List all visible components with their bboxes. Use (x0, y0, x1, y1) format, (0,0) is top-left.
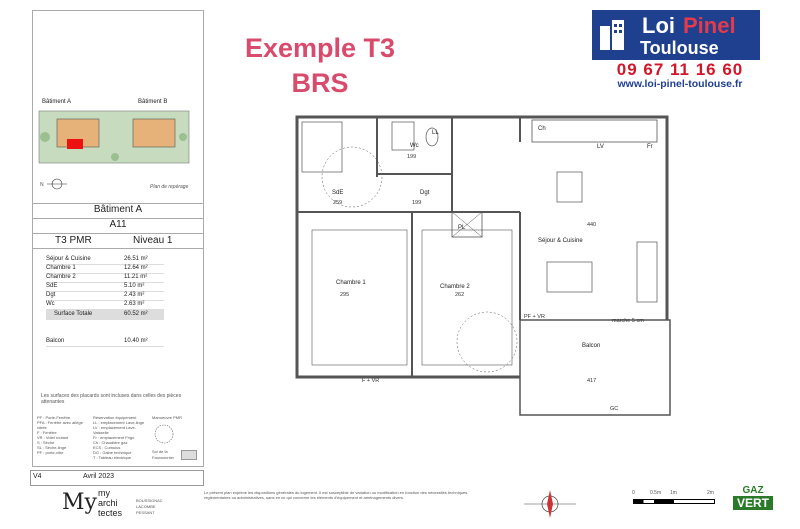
type-row (33, 233, 203, 249)
total-row: Surface Totale 60.52 m² (46, 310, 164, 320)
svg-text:199: 199 (407, 154, 417, 160)
gaz-vert-logo: GAZ VERT (733, 485, 773, 521)
disclaimer: Le présent plan exprime les dispositions générales du logement. Il est susceptible de variation ou modification en fonction des nécessités techniques, réglementaires ou administratives, sans en ce qui concerne les éléments d'équipement et aménagements divers. (204, 490, 469, 500)
architect-logo: My my archi tectes BOUSSIGNAC LACOMBE PESSANT (62, 488, 163, 518)
room-balcon: Balcon (582, 343, 601, 349)
label-lv: LV (597, 144, 604, 150)
version-bar (30, 470, 204, 486)
version: V4 (33, 473, 42, 480)
compass-icon (47, 177, 67, 191)
legend (35, 413, 201, 475)
svg-text:marche 5 cm: marche 5 cm (612, 318, 644, 324)
room-sejour: Séjour & Cuisine (538, 238, 583, 244)
surface-row: Chambre 2 11.21 m² (46, 273, 164, 283)
label-ll: LL (432, 130, 439, 136)
label-fr: Fr (647, 144, 653, 150)
building-row: Bâtiment A (33, 203, 203, 218)
building-a-label: Bâtiment A (42, 99, 72, 105)
surfaces-table (33, 255, 203, 350)
site-plan-caption: Plan de repérage (150, 184, 189, 190)
svg-text:GC: GC (610, 406, 619, 412)
building-b-label: Bâtiment B (138, 99, 168, 105)
svg-text:199: 199 (412, 200, 422, 206)
architect-mark: My (62, 490, 97, 515)
lot-highlight (67, 139, 83, 149)
logo-pinel: Pinel (683, 13, 736, 38)
svg-text:440: 440 (587, 222, 597, 228)
website-link[interactable]: www.loi-pinel-toulouse.fr (617, 78, 743, 90)
surfaces-note: Les surfaces des placards sont incluses dans celles des pièces attenantes (41, 393, 182, 405)
svg-text:295: 295 (340, 292, 350, 298)
room-wc: Wc (410, 143, 419, 149)
room-dgt: Dgt (420, 190, 430, 196)
unit-type: T3 PMR (55, 235, 92, 246)
info-panel (32, 10, 204, 467)
lot-row: A11 (33, 218, 203, 233)
balcony-row: Balcon 10.40 m² (46, 337, 164, 347)
site-plan (35, 99, 200, 204)
room-pl: PL (458, 225, 466, 231)
north-label: N (40, 182, 44, 188)
logo-toulouse: Toulouse (640, 38, 719, 58)
room-sde: SdE (332, 190, 344, 196)
surface-row: SdE 5.10 m² (46, 282, 164, 292)
logo-loi: Loi (642, 13, 675, 38)
pmr-circle-icon (153, 423, 175, 445)
surface-row: Wc 2.63 m² (46, 300, 164, 310)
balcony-outline (520, 320, 670, 415)
unit-level: Niveau 1 (133, 235, 173, 246)
surface-row: Dgt 2.43 m² (46, 291, 164, 301)
pmr-label: Manoeuvre PMR (152, 415, 183, 420)
room-chambre-2: Chambre 2 (440, 284, 470, 290)
svg-text:417: 417 (587, 378, 597, 384)
date: Avril 2023 (83, 473, 115, 480)
label-ch: Ch (538, 126, 546, 132)
compass-rose-icon (520, 484, 580, 524)
scale-bar: 0 0.5m 1m 2m (632, 490, 724, 510)
svg-text:F + VR: F + VR (362, 378, 380, 384)
room-chambre-1: Chambre 1 (336, 280, 366, 286)
legend-right: Réservation équipement LL : emplacement Lave-linge LV : emplacement Lave-Vaisselle Fr : emplacement Frigo Ch : Chaudière gaz ECS : Cumulus DG : Gaine technique T : Tableau électrique (93, 415, 145, 460)
floor-swatch (181, 450, 197, 460)
svg-text:PF + VR: PF + VR (524, 314, 545, 320)
phone-number[interactable]: 09 67 11 16 60 (616, 60, 744, 79)
promo-title: Exemple T3 (244, 33, 396, 63)
site-plan-drawing (35, 107, 195, 167)
loi-pinel-logo[interactable] (592, 10, 760, 60)
svg-text:259: 259 (333, 200, 343, 206)
floor-label: Sol de la Fauxsonnier (152, 449, 175, 460)
surface-row: Chambre 1 12.64 m² (46, 264, 164, 274)
floor-plan (292, 112, 672, 422)
building-icon (598, 18, 628, 52)
svg-text:262: 262 (455, 292, 465, 298)
promo-subtitle: BRS (291, 68, 349, 98)
surface-row: Séjour & Cuisine 26.51 m² (46, 255, 164, 265)
legend-left: PF : Porte-Fenêtre PFA : Fenêtre avec allège vitrée F : Fenêtre VR : Volet roulant S : Sèche SL : Sèche-linge PF : porte-vitre (37, 415, 83, 455)
